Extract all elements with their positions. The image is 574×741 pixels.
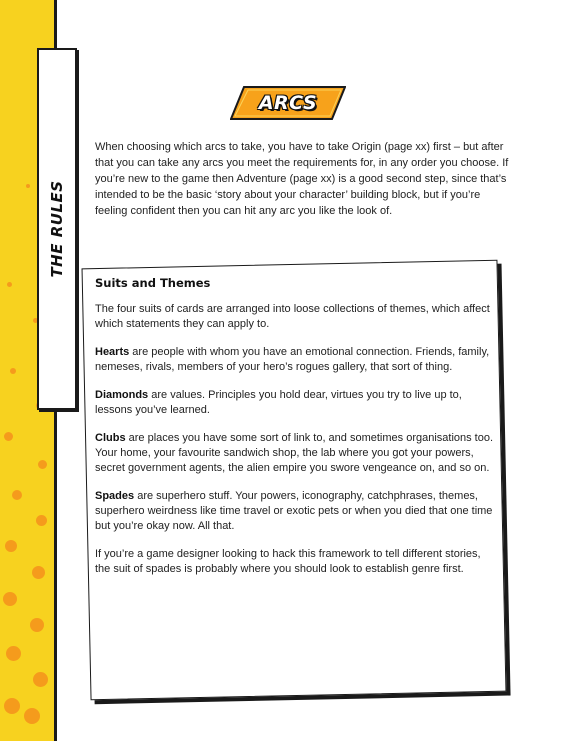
suit-paragraph-clubs [95, 431, 497, 476]
sidebar-closing: If you’re a game designer looking to hack this framework to tell different stories, the suit of spades is probably where you should look to establish genre first. [95, 548, 481, 575]
halftone-dot [10, 368, 16, 374]
halftone-dot [4, 432, 13, 441]
suit-description: are people with whom you have an emotional connection. Friends, family, nemeses, rivals, members of your hero’s rogues gallery, that sort of thing. [95, 346, 490, 373]
suit-name: Clubs [95, 432, 126, 444]
halftone-dot [24, 708, 40, 724]
arcs-banner [230, 86, 346, 120]
suit-paragraph-spades [95, 489, 497, 534]
halftone-dot [4, 698, 20, 714]
halftone-dot [12, 490, 22, 500]
halftone-dot [6, 646, 21, 661]
section-tab-label: THE RULES [48, 180, 66, 278]
halftone-dot [33, 672, 48, 687]
halftone-dot [3, 592, 17, 606]
suit-name: Spades [95, 490, 135, 502]
suit-name: Diamonds [95, 389, 149, 401]
halftone-dot [30, 618, 44, 632]
suit-description: are places you have some sort of link to, and sometimes organisations too. Your home, your favourite sandwich shop, the lab where you got your powers, secret government agents, the alien empire you swore vengeance on, and so on. [95, 432, 494, 474]
suit-description: are superhero stuff. Your powers, iconography, catchphrases, themes, superhero weirdness like time travel or exotic pets or when you died that one time but you’re okay now. All that. [95, 490, 493, 532]
suit-name: Hearts [95, 346, 130, 358]
halftone-dot [36, 515, 47, 526]
halftone-dot [32, 566, 45, 579]
sidebar-box-title: Suits and Themes [95, 276, 211, 290]
sidebar-lead: The four suits of cards are arranged into loose collections of themes, which affect which statements they can apply to. [95, 303, 490, 330]
sidebar-box [95, 276, 497, 590]
banner-title: ARCS [258, 92, 318, 114]
suit-description: are values. Principles you hold dear, virtues you try to live up to, lessons you’ve learned. [95, 389, 462, 416]
suit-paragraph-diamonds [95, 388, 497, 418]
section-tab [37, 48, 77, 410]
halftone-dot [5, 540, 17, 552]
suit-paragraph-hearts [95, 345, 497, 375]
halftone-dot [38, 460, 47, 469]
halftone-dot [26, 184, 30, 188]
intro-paragraph: When choosing which arcs to take, you have to take Origin (page xx) first – but after that you can take any arcs you meet the requirements for, in any order you choose. If you’re new to the game then Adventure (page xx) is a good second step, since that’s intended to be the basic ‘story about your character’ building block, but if you’re feeling confident then you can hit any arc you like the look of. [95, 141, 509, 217]
halftone-dot [7, 282, 12, 287]
